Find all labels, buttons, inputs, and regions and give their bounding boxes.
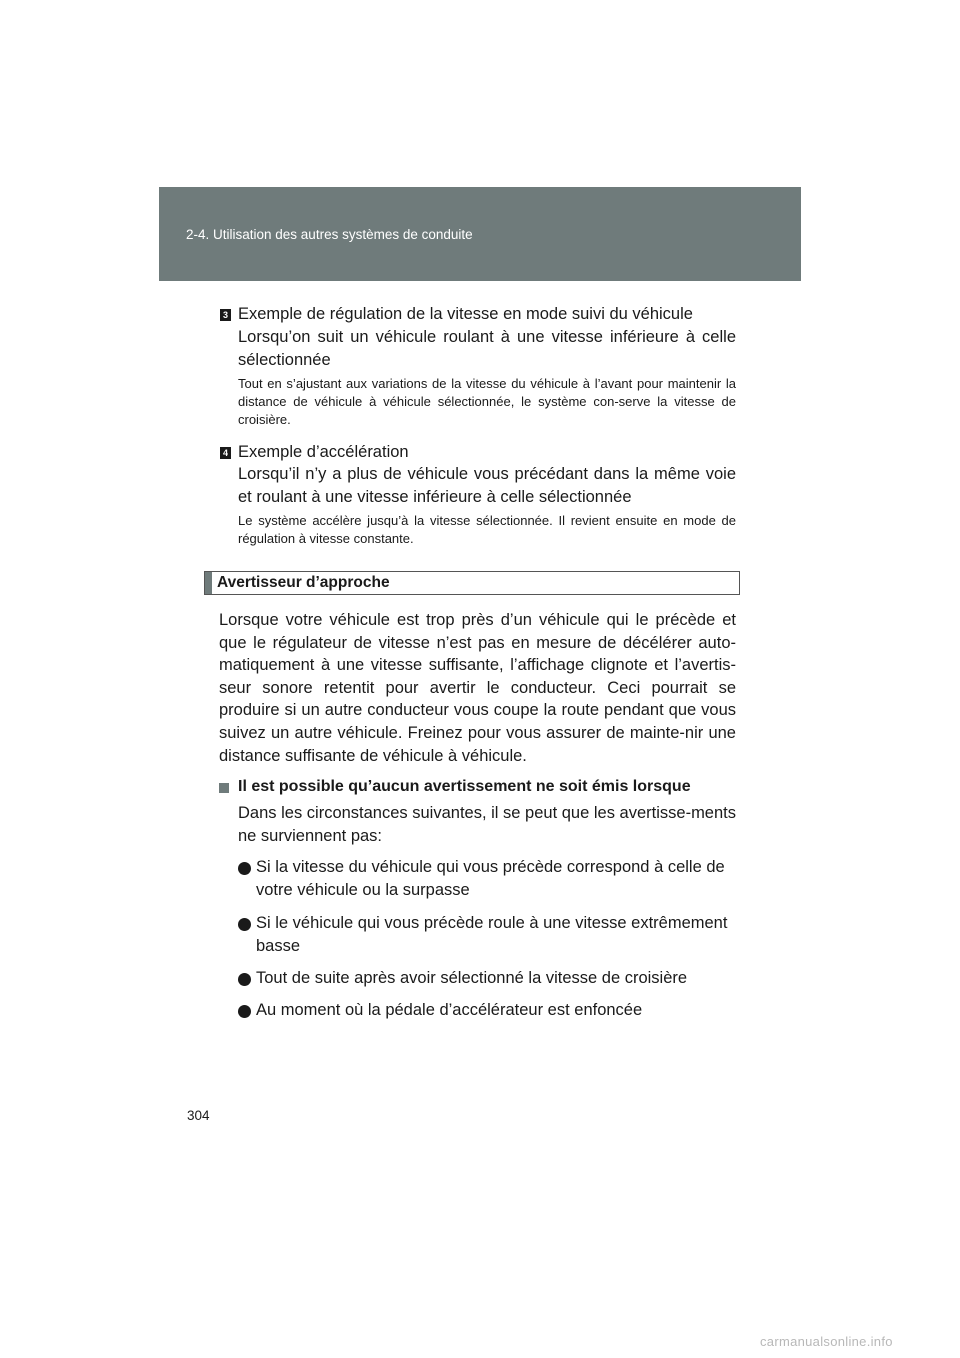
page-number: 304 <box>187 1108 210 1123</box>
item-number-badge: 4 <box>220 447 231 459</box>
square-bullet-icon <box>219 783 229 793</box>
subsection-intro: Dans les circonstances suivantes, il se peut que les avertisse-ments ne surviennent pas: <box>238 804 736 845</box>
list-item: Tout de suite après avoir sélectionné la vitesse de croisière <box>256 969 688 987</box>
section-title: 2-4. Utilisation des autres systèmes de conduite <box>186 227 473 242</box>
main-paragraph: Lorsque votre véhicule est trop près d’un véhicule qui le précède et que le régulateur de vitesse n’est pas en mesure de décélérer auto-matiquement à une vitesse suffisante, l’affichage clignote et l’avertis-seur sonore retentit pour avertir le conducteur. Ceci pourrait se produire si un autre conducteur vous coupe la route pendant que vous suivez un autre véhicule. Freinez pour vous assurer de mainte-nir une distance suffisante de véhicule à véhicule. <box>219 611 736 765</box>
bullet-dot-icon <box>238 862 251 875</box>
bullet-dot-icon <box>238 1005 251 1018</box>
item-title: Exemple de régulation de la vitesse en mode suivi du véhicule <box>238 305 693 323</box>
list-item: Si le véhicule qui vous précède roule à une vitesse extrêmement basse <box>256 914 728 955</box>
section-heading: Avertisseur d’approche <box>217 574 390 591</box>
item-body: Lorsqu’on suit un véhicule roulant à une vitesse inférieure à celle sélectionnée <box>238 328 736 369</box>
bullet-dot-icon <box>238 918 251 931</box>
watermark: carmanualsonline.info <box>760 1334 893 1349</box>
list-item: Au moment où la pédale d’accélérateur est enfoncée <box>256 1001 643 1019</box>
bullet-dot-icon <box>238 973 251 986</box>
item-note: Le système accélère jusqu’à la vitesse sélectionnée. Il revient ensuite en mode de régulation à vitesse constante. <box>238 513 736 546</box>
item-note: Tout en s’ajustant aux variations de la vitesse du véhicule à l’avant pour maintenir la distance de véhicule à véhicule sélectionnée, le système con-serve la vitesse de croisière. <box>238 376 736 427</box>
heading-accent <box>205 572 212 594</box>
item-body: Lorsqu’il n’y a plus de véhicule vous précédant dans la même voie et roulant à une vitesse inférieure à celle sélectionnée <box>238 465 736 506</box>
item-title: Exemple d’accélération <box>238 443 409 461</box>
item-number-badge: 3 <box>220 309 231 321</box>
section-header-bar <box>159 187 801 281</box>
list-item: Si la vitesse du véhicule qui vous précède correspond à celle de votre véhicule ou la surpasse <box>256 858 725 899</box>
section-heading-box <box>204 571 740 595</box>
subsection-title: Il est possible qu’aucun avertissement ne soit émis lorsque <box>238 778 691 795</box>
